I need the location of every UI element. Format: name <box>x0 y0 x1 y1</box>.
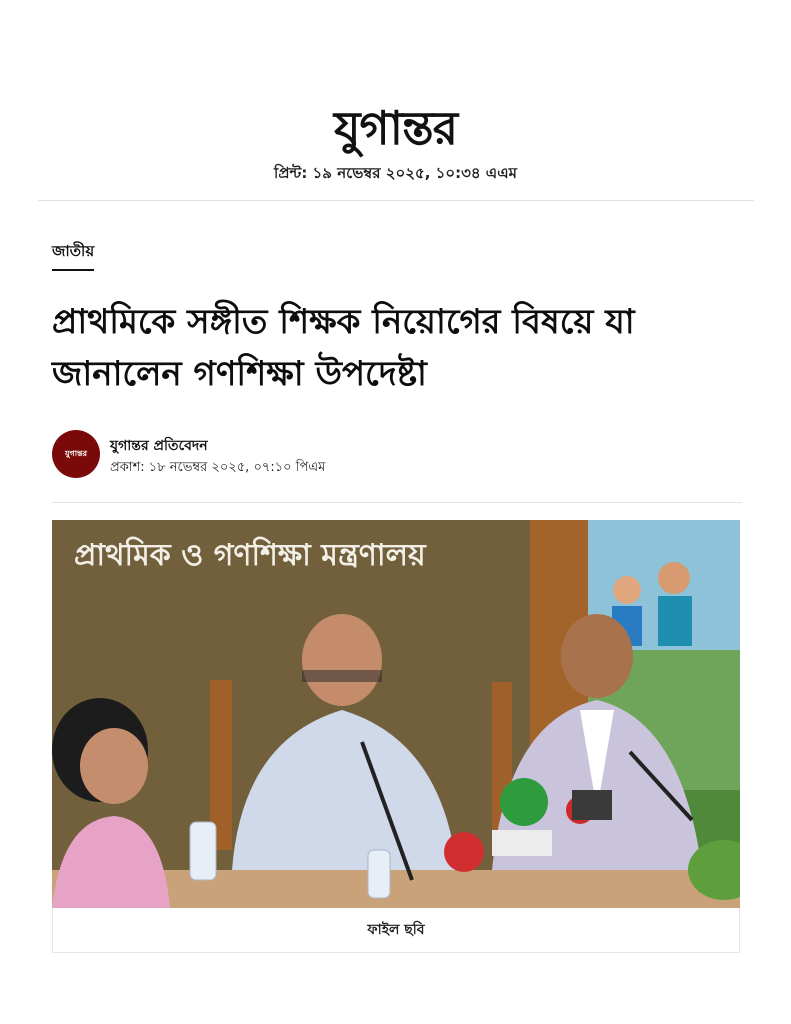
press-conference-illustration <box>52 520 740 908</box>
photo-caption: ফাইল ছবি <box>367 922 425 938</box>
wall-text: প্রাথমিক ও গণশিক্ষা মন্ত্রণালয় <box>74 538 426 573</box>
published-date: প্রকাশ: ১৮ নভেম্বর ২০২৫, ০৭:১০ পিএম <box>110 460 326 475</box>
print-date: প্রিন্ট: ১৯ নভেম্বর ২০২৫, ১০:৩৪ এএম <box>274 164 517 182</box>
mic-green <box>500 778 548 826</box>
site-logo[interactable]: যুগান্তর <box>334 101 457 155</box>
article-photo <box>52 520 740 908</box>
article-headline: প্রাথমিকে সঙ্গীত শিক্ষক নিয়োগের বিষয়ে যা জানালেন গণশিক্ষা উপদেষ্টা <box>52 302 635 394</box>
official-head <box>561 614 633 698</box>
byline-divider <box>52 502 742 503</box>
author-name[interactable]: যুগান্তর প্রতিবেদন <box>110 438 208 454</box>
masthead-divider <box>38 200 754 201</box>
speaker-head <box>302 614 382 706</box>
mic-red <box>444 832 484 872</box>
masthead <box>0 100 791 187</box>
author-avatar <box>52 430 100 478</box>
avatar-logo-text: যুগান্তর <box>64 448 88 458</box>
category-link[interactable]: জাতীয় <box>52 240 94 271</box>
water-bottle <box>190 822 216 880</box>
photo-caption-box <box>52 908 740 953</box>
byline <box>52 430 742 480</box>
